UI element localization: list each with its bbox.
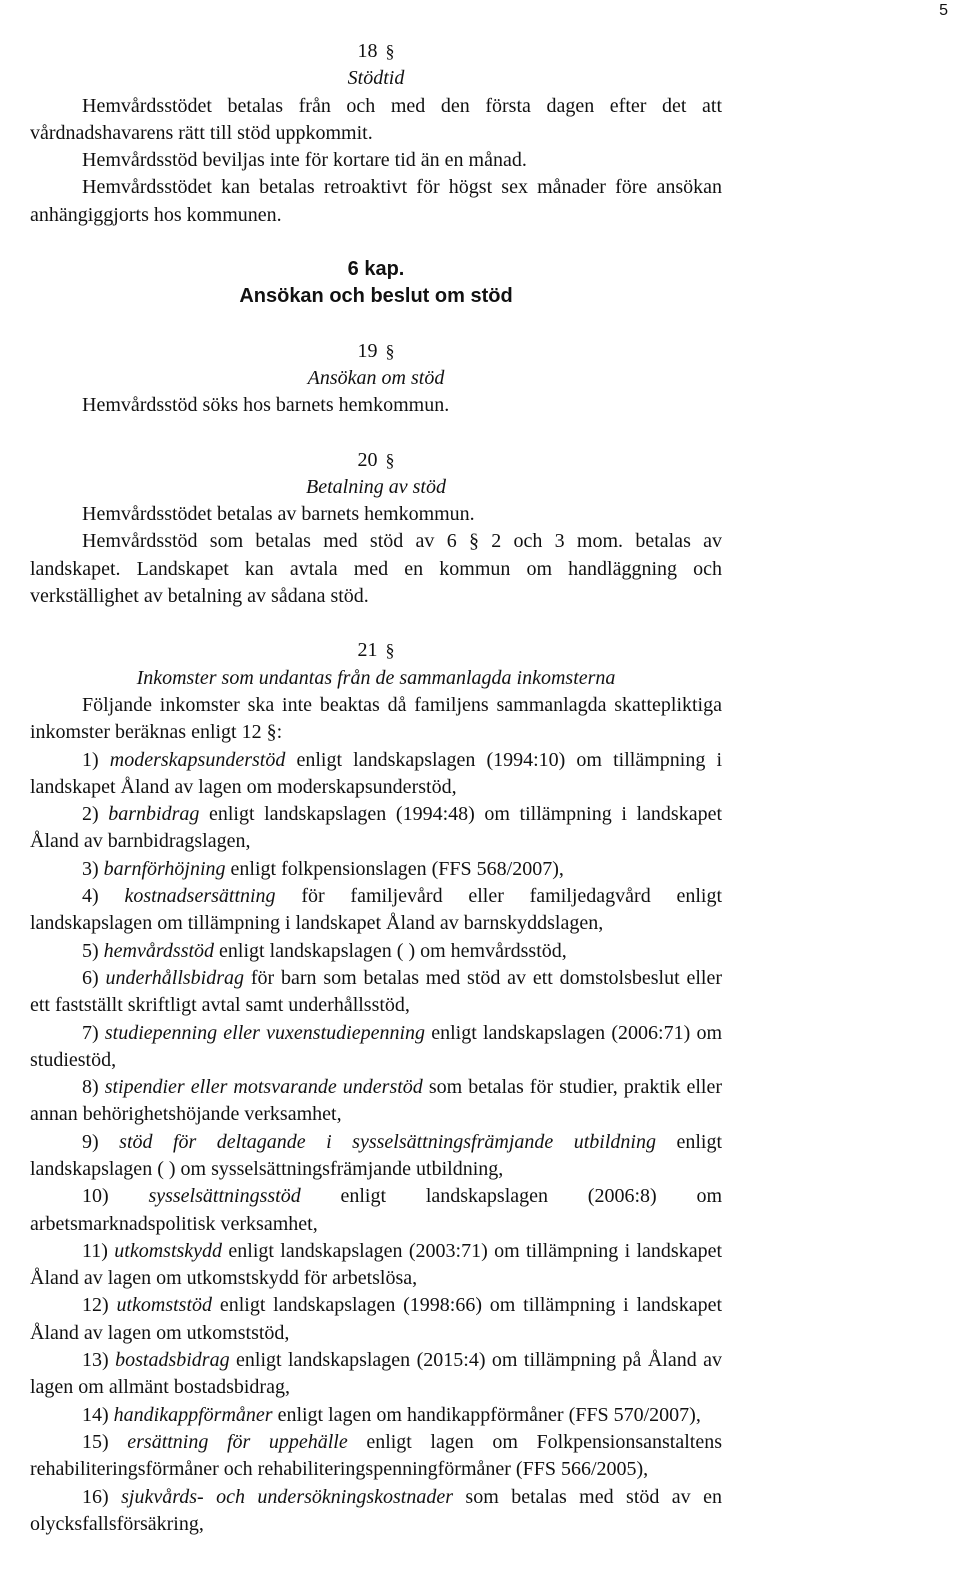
item-number: 10)	[82, 1185, 109, 1208]
item-text: enligt landskapslagen (2006:71) om studiestöd,	[30, 1021, 723, 1071]
item-number: 8)	[82, 1076, 99, 1099]
item-text: enligt landskapslagen (1994:48) om tillämpning i landskapet Åland av barnbidragslagen,	[30, 803, 723, 853]
item-text: enligt landskapslagen ( ) om sysselsättningsfrämjande utbildning,	[30, 1130, 723, 1180]
item-text: enligt landskapslagen (2006:8) om arbetsmarknadspolitisk verksamhet,	[30, 1185, 722, 1235]
item-term: kostnadsersättning	[124, 885, 276, 908]
paragraph: Följande inkomster ska inte beaktas då familjens sammanlagda skattepliktiga inkomster beräknas enligt 12 §:	[30, 693, 722, 744]
list-item	[30, 1402, 722, 1429]
item-term: hemvårdsstöd	[103, 939, 215, 962]
item-text: enligt landskapslagen ( ) om hemvårdsstöd,	[219, 939, 567, 962]
section-19	[30, 338, 722, 420]
list-item	[30, 856, 722, 883]
item-number: 3)	[82, 857, 99, 880]
list-item	[30, 938, 722, 965]
section-number: 19	[357, 339, 378, 362]
section-21	[30, 637, 722, 1538]
section-sign: §	[385, 640, 395, 661]
list-item	[30, 1347, 722, 1402]
section-number: 18	[357, 40, 378, 62]
item-number: 16)	[82, 1485, 109, 1508]
list-item	[30, 965, 722, 1020]
paragraph: Hemvårdsstödet betalas av barnets hemkommun.	[82, 503, 475, 526]
item-number: 12)	[82, 1294, 109, 1317]
list-item	[30, 1484, 722, 1539]
item-number: 9)	[82, 1130, 99, 1153]
item-term: ersättning för uppehälle	[127, 1430, 348, 1453]
paragraph: Hemvårdsstödet betalas från och med den första dagen efter det att vårdnadshavarens rätt till stöd uppkommit.	[30, 94, 722, 144]
item-number: 1)	[82, 748, 99, 771]
item-term: moderskapsunderstöd	[109, 748, 286, 771]
item-number: 11)	[82, 1239, 108, 1262]
section-title: Stödtid	[347, 67, 405, 90]
item-text: enligt landskapslagen (1994:10) om tillämpning i landskapet Åland av lagen om moderskapsunderstöd,	[30, 748, 723, 798]
section-sign: §	[385, 449, 395, 470]
item-term: bostadsbidrag	[115, 1349, 230, 1372]
item-number: 7)	[82, 1021, 99, 1044]
income-exclusion-list	[30, 747, 722, 1539]
item-term: stöd för deltagande i sysselsättningsfrämjande utbildning	[119, 1130, 656, 1153]
item-term: studiepenning eller vuxenstudiepenning	[104, 1021, 426, 1044]
item-number: 13)	[82, 1349, 109, 1372]
chapter-title: Ansökan och beslut om stöd	[239, 285, 513, 308]
list-item	[30, 1429, 722, 1484]
list-item	[30, 883, 722, 938]
item-number: 4)	[82, 885, 99, 908]
item-text: enligt landskapslagen (2003:71) om tillämpning i landskapet Åland av lagen om utkomstskydd för arbetslösa,	[30, 1239, 723, 1290]
item-text: enligt folkpensionslagen (FFS 568/2007),	[230, 857, 564, 880]
item-number: 6)	[82, 966, 99, 989]
section-sign: §	[385, 41, 395, 61]
section-20	[30, 447, 722, 611]
list-item	[30, 1183, 722, 1238]
item-term: sjukvårds- och undersökningskostnader	[121, 1485, 453, 1508]
item-number: 15)	[82, 1430, 109, 1453]
section-number: 20	[357, 448, 378, 471]
item-text: enligt landskapslagen (1998:66) om tillämpning i landskapet Åland av lagen om utkomststöd,	[30, 1294, 723, 1344]
section-title: Betalning av stöd	[306, 475, 446, 498]
item-text: enligt lagen om handikappförmåner (FFS 570/2007),	[277, 1403, 701, 1426]
list-item	[30, 1129, 722, 1184]
list-item	[30, 1020, 722, 1075]
item-number: 5)	[82, 939, 99, 962]
section-sign: §	[385, 340, 395, 361]
document-body	[30, 38, 722, 1538]
paragraph: Hemvårdsstöd som betalas med stöd av 6 § 2 och 3 mom. betalas av landskapet. Landskapet kan avtala med en kommun om handläggning och verkställighet av betalning av sådana stöd.	[30, 530, 722, 608]
section-title: Ansökan om stöd	[307, 366, 445, 389]
item-term: underhållsbidrag	[105, 966, 245, 989]
paragraph: Hemvårdsstöd beviljas inte för kortare tid än en månad.	[82, 149, 527, 172]
page-number: 5	[939, 2, 948, 19]
list-item	[30, 747, 722, 802]
item-term: utkomstskydd	[114, 1239, 223, 1262]
list-item	[30, 1292, 722, 1347]
item-term: handikappförmåner	[113, 1403, 273, 1426]
item-text: för familjevård eller familjedagvård enligt landskapslagen om tillämpning i landskapet Åland av barnskyddslagen,	[30, 885, 722, 935]
item-number: 14)	[82, 1403, 109, 1426]
item-number: 2)	[82, 803, 99, 826]
item-term: barnbidrag	[108, 803, 200, 826]
item-term: stipendier eller motsvarande understöd	[104, 1076, 423, 1099]
item-text: enligt landskapslagen (2015:4) om tillämpning på Åland av lagen om allmänt bostadsbidrag,	[30, 1349, 723, 1399]
item-text: för barn som betalas med stöd av ett domstolsbeslut eller ett fastställt skriftligt avtal samt underhållsstöd,	[30, 966, 723, 1017]
section-number: 21	[357, 639, 378, 662]
list-item	[30, 1074, 722, 1129]
paragraph: Hemvårdsstödet kan betalas retroaktivt för högst sex månader före ansökan anhängiggjorts hos kommunen.	[30, 176, 722, 226]
chapter-number: 6 kap.	[347, 258, 405, 281]
section-heading	[30, 447, 722, 474]
section-heading	[30, 338, 722, 365]
paragraph: Hemvårdsstöd söks hos barnets hemkommun.	[82, 394, 450, 417]
item-term: barnförhöjning	[103, 857, 226, 880]
item-text: enligt lagen om Folkpensionsanstaltens rehabiliteringsförmåner och rehabiliteringspenningförmåner (FFS 566/2005),	[30, 1430, 723, 1481]
list-item	[30, 801, 722, 856]
item-term: sysselsättningsstöd	[148, 1185, 301, 1208]
item-term: utkomststöd	[116, 1294, 213, 1317]
section-heading	[30, 637, 722, 664]
item-text: som betalas för studier, praktik eller annan behörighetshöjande verksamhet,	[30, 1076, 723, 1126]
section-title: Inkomster som undantas från de sammanlagda inkomsterna	[136, 666, 616, 689]
section-18	[30, 38, 722, 229]
list-item	[30, 1238, 722, 1293]
item-text: som betalas med stöd av en olycksfallsförsäkring,	[30, 1485, 722, 1535]
section-heading	[30, 38, 722, 65]
